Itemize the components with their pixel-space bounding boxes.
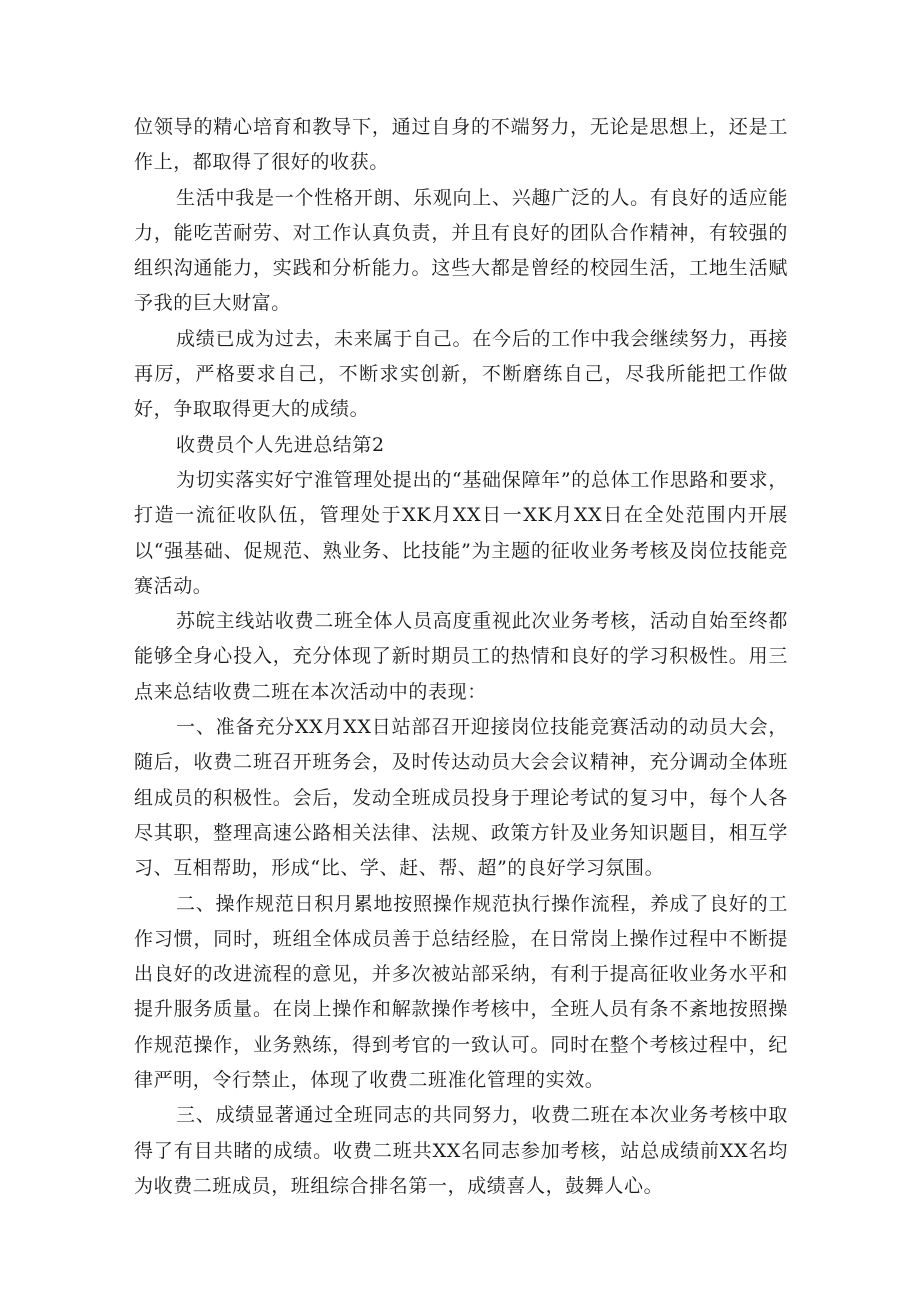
paragraph-overview: 苏皖主线站收费二班全体人员高度重视此次业务考核，活动自始至终都能够全身心投入，充分体现了新时期员工的热情和良好的学习积极性。用三点来总结收费二班在本次活动中的表现： — [134, 610, 788, 703]
paragraph-life: 生活中我是一个性格开朗、乐观向上、兴趣广泛的人。有良好的适应能力，能吃苦耐劳、对工作认真负责，并且有良好的团队合作精神，有较强的组织沟通能力，实践和分析能力。这些大都是曾经的校园生活，工地生活赋予我的巨大财富。 — [134, 186, 788, 315]
paragraph-point-1: 一、准备充分XX月XX日站部召开迎接岗位技能竞赛活动的动员大会，随后，收费二班召开班务会，及时传达动员大会会议精神，充分调动全体班组成员的积极性。会后，发动全班成员投身于理论考试的复习中，每个人各尽其职，整理高速公路相关法律、法规、政策方针及业务知识题目，相互学习、互相帮助，形成“比、学、赶、帮、超”的良好学习氛围。 — [134, 716, 788, 880]
section-heading-2: 收费员个人先进总结第2 — [176, 433, 385, 456]
paragraph-background: 为切实落实好宁淮管理处提出的“基础保障年”的总体工作思路和要求，打造一流征收队伍，管理处于XK月XX日一XK月XX日在全处范围内开展以“强基础、促规范、熟业务、比技能”为主题的征收业务考核及岗位技能竞赛活动。 — [134, 468, 788, 597]
paragraph-intro-tail: 位领导的精心培育和教导下，通过自身的不端努力，无论是思想上，还是工作上，都取得了很好的收获。 — [134, 116, 788, 174]
document-body — [134, 110, 788, 1204]
paragraph-future: 成绩已成为过去，未来属于自己。在今后的工作中我会继续努力，再接再厉，严格要求自己，不断求实创新，不断磨练自己，尽我所能把工作做好，争取取得更大的成绩。 — [134, 327, 788, 421]
paragraph-point-3: 三、成绩显著通过全班同志的共同努力，收费二班在本次业务考核中取得了有目共睹的成绩。收费二班共XX名同志参加考核，站总成绩前XX名均为收费二班成员，班组综合排名第一，成绩喜人，鼓舞人心。 — [134, 1104, 788, 1197]
paragraph-point-2: 二、操作规范日积月累地按照操作规范执行操作流程，养成了良好的工作习惯，同时，班组全体成员善于总结经脸，在日常岗上操作过程中不断提出良好的改进流程的意见，并多次被站部采纳，有利于提高征收业务水平和提升服务质量。在岗上操作和解款操作考核中，全班人员有条不紊地按照操作规范操作，业务熟练，得到考官的一致认可。同时在整个考核过程中，纪律严明，令行禁止，体现了收费二班准化管理的实效。 — [134, 892, 788, 1092]
